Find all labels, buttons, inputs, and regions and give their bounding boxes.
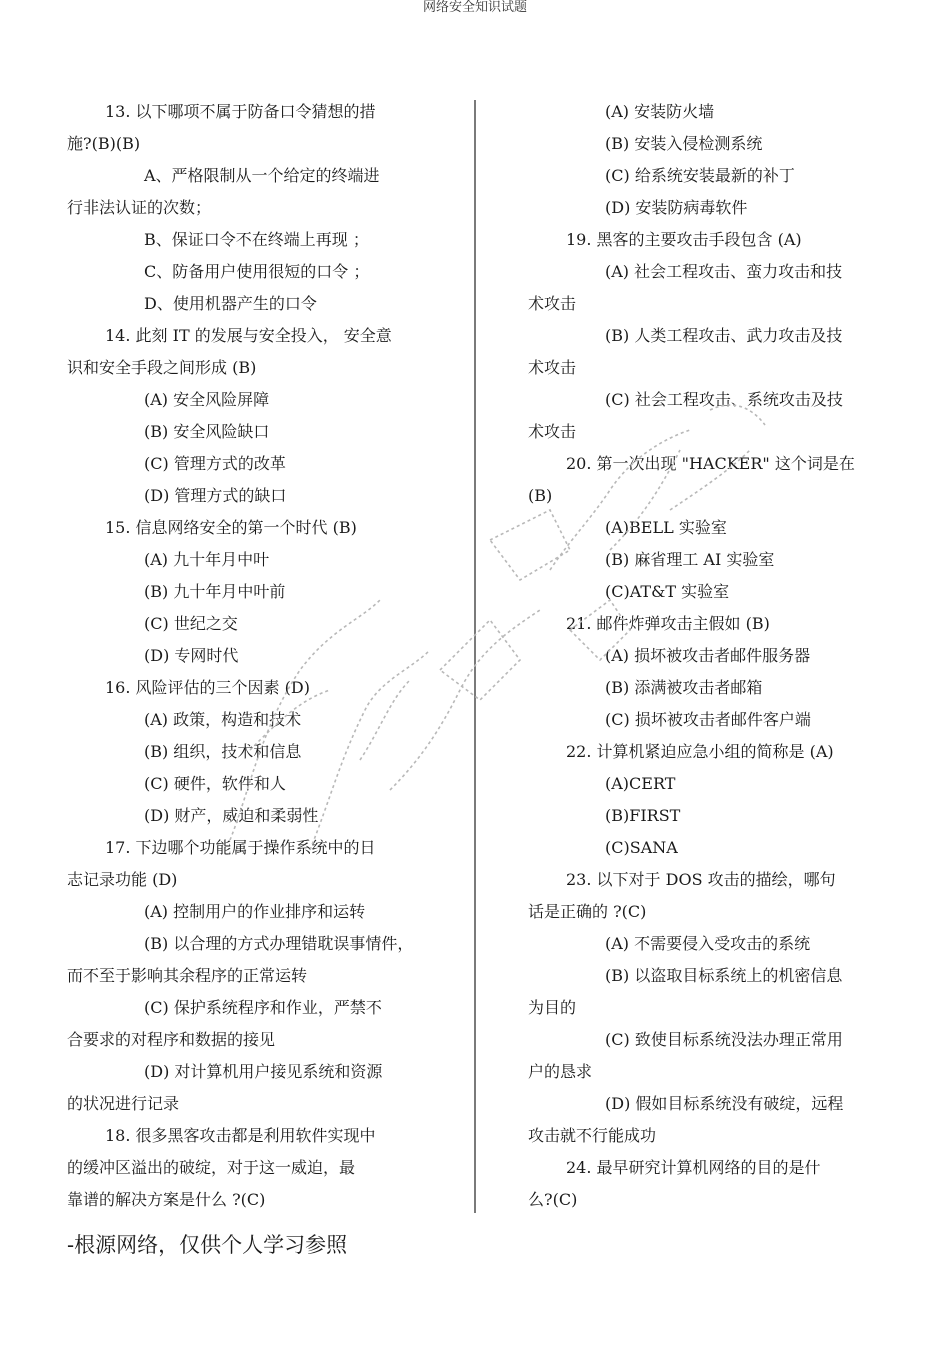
text-line: (B) 安装入侵检测系统 [605, 134, 763, 153]
footer-source-note: -根源网络，仅供个人学习参照 [67, 1233, 348, 1257]
text-line: (C) 损坏被攻击者邮件客户端 [605, 710, 811, 729]
text-line: A、严格限制从一个给定的终端进 [144, 166, 380, 185]
right-column [528, 96, 873, 1216]
text-line: (B) 麻省理工 AI 实验室 [605, 550, 775, 569]
text-line: 识和安全手段之间形成 (B) [67, 358, 257, 377]
text-line: (A)BELL 实验室 [605, 518, 727, 537]
text-line: D、使用机器产生的口令 [144, 294, 317, 313]
text-line: 15. 信息网络安全的第一个时代 (B) [105, 518, 357, 537]
text-line: 的状况进行记录 [67, 1094, 180, 1113]
text-line: 靠谱的解决方案是什么 ?(C) [67, 1190, 266, 1209]
text-line: 户的恳求 [528, 1062, 593, 1081]
text-line: (B) 人类工程攻击、武力攻击及技 [605, 326, 843, 345]
text-line: (C) 给系统安装最新的补丁 [605, 166, 795, 185]
text-line: 18. 很多黑客攻击都是利用软件实现中 [105, 1126, 376, 1145]
text-line: (D) 安装防病毒软件 [605, 198, 748, 217]
text-line: (A) 社会工程攻击、蛮力攻击和技 [605, 262, 843, 281]
text-line: (B) 添满被攻击者邮箱 [605, 678, 763, 697]
left-column [67, 96, 462, 1216]
text-line: (B)FIRST [605, 806, 681, 825]
text-line: (B) 以合理的方式办理错耽误事情件， [144, 934, 414, 953]
text-line: 行非法认证的次数； [67, 198, 212, 217]
text-line: (B) [528, 486, 553, 505]
text-line: (D) 财产，威迫和柔弱性 [144, 806, 319, 825]
text-line: (A)CERT [605, 774, 676, 793]
text-line: 19. 黑客的主要攻击手段包含 (A) [566, 230, 802, 249]
text-line: (A) 政策，构造和技术 [144, 710, 302, 729]
text-line: 施?(B)(B) [67, 134, 141, 153]
text-line: (A) 安装防火墙 [605, 102, 715, 121]
text-line: 么?(C) [528, 1190, 578, 1209]
text-line: (D) 专网时代 [144, 646, 239, 665]
text-line: (C) 保护系统程序和作业，严禁不 [144, 998, 382, 1017]
text-line: 攻击就不行能成功 [528, 1126, 657, 1145]
text-line: (A) 损坏被攻击者邮件服务器 [605, 646, 811, 665]
text-line: (D) 对计算机用户接见系统和资源 [144, 1062, 383, 1081]
text-line: (B) 组织，技术和信息 [144, 742, 302, 761]
text-line: (A) 不需要侵入受攻击的系统 [605, 934, 811, 953]
text-line: 16. 风险评估的三个因素 (D) [105, 678, 310, 697]
text-line: (C)SANA [605, 838, 678, 857]
text-line: (D) 假如目标系统没有破绽，远程 [605, 1094, 844, 1113]
text-line: 术攻击 [528, 422, 577, 441]
text-line: 而不至于影响其余程序的正常运转 [67, 966, 308, 985]
text-line: 为目的 [528, 998, 577, 1017]
text-line: 术攻击 [528, 358, 577, 377]
text-line: (C) 社会工程攻击、系统攻击及技 [605, 390, 843, 409]
text-line: 话是正确的 ?(C) [528, 902, 647, 921]
text-line: 17. 下边哪个功能属于操作系统中的日 [105, 838, 376, 857]
text-line: (C) 管理方式的改革 [144, 454, 286, 473]
text-line: (B) 九十年月中叶前 [144, 582, 286, 601]
text-line: (A) 安全风险屏障 [144, 390, 270, 409]
text-line: 20. 第一次出现 "HACKER" 这个词是在 [566, 454, 855, 473]
text-line: 合要求的对程序和数据的接见 [67, 1030, 276, 1049]
text-line: 的缓冲区溢出的破绽，对于这一威迫，最 [67, 1158, 356, 1177]
text-line: B、保证口令不在终端上再现 ； [144, 230, 369, 249]
text-line: (C) 致使目标系统没法办理正常用 [605, 1030, 843, 1049]
text-line: 23. 以下对于 DOS 攻击的描绘，哪句 [566, 870, 836, 889]
text-line: (C) 世纪之交 [144, 614, 238, 633]
text-line: (B) 以盗取目标系统上的机密信息 [605, 966, 843, 985]
text-line: C、防备用户使用很短的口令 ； [144, 262, 370, 281]
text-line: (D) 管理方式的缺口 [144, 486, 287, 505]
text-line: 术攻击 [528, 294, 577, 313]
text-line: (B) 安全风险缺口 [144, 422, 270, 441]
text-line: 志记录功能 (D) [67, 870, 178, 889]
text-line: 21. 邮件炸弹攻击主假如 (B) [566, 614, 770, 633]
column-divider [474, 100, 476, 1213]
text-line: 13. 以下哪项不属于防备口令猜想的措 [105, 102, 376, 121]
text-line: 24. 最早研究计算机网络的目的是什 [566, 1158, 821, 1177]
text-line: 22. 计算机紧迫应急小组的简称是 (A) [566, 742, 834, 761]
text-line: (A) 九十年月中叶 [144, 550, 270, 569]
page-header-title: 网络安全知识试题 [422, 0, 527, 15]
text-line: (A) 控制用户的作业排序和运转 [144, 902, 366, 921]
text-line: (C)AT&T 实验室 [605, 582, 730, 601]
text-line: (C) 硬件，软件和人 [144, 774, 286, 793]
text-line: 14. 此刻 IT 的发展与安全投入， 安全意 [105, 326, 392, 345]
